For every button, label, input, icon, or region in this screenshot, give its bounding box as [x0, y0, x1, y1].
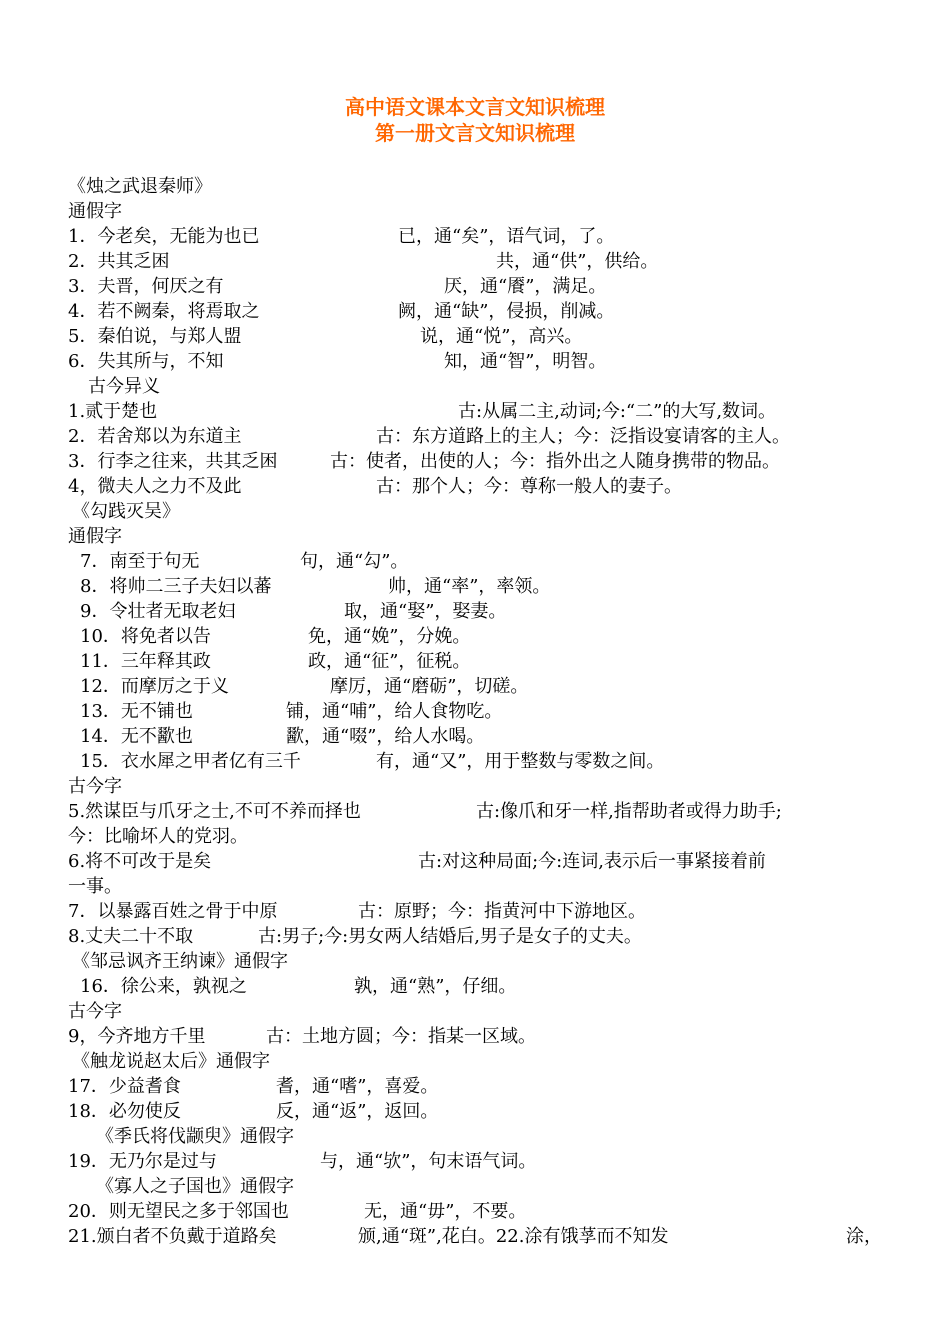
line-text: 6．失其所与，不知	[68, 351, 224, 372]
line-explanation: 古：使者，出使的人；今：指外出之人随身携带的物品。	[330, 451, 780, 472]
line-explanation: 古：原野；今：指黄河中下游地区。	[358, 901, 646, 922]
line-explanation: 颁,通“斑”,花白。22.涂有饿莩而不知发	[358, 1226, 669, 1247]
text-line	[0, 824, 950, 849]
line-text: 1．今老矣，无能为也已	[68, 226, 260, 247]
text-line	[0, 1224, 950, 1249]
line-explanation: 古：土地方圆；今：指某一区域。	[266, 1026, 536, 1047]
text-line	[0, 574, 950, 599]
text-line	[0, 549, 950, 574]
line-text: 15．衣水犀之甲者亿有三千	[80, 751, 301, 772]
text-line	[0, 749, 950, 774]
text-line	[0, 974, 950, 999]
text-line	[0, 499, 950, 524]
text-line	[0, 424, 950, 449]
line-explanation: 免，通“娩”，分娩。	[308, 626, 471, 647]
line-text: 13．无不铺也	[80, 701, 193, 722]
line-text: 6.将不可改于是矣	[68, 851, 212, 872]
line-explanation: 说，通“悦”，高兴。	[420, 326, 583, 347]
line-explanation: 反，通“返”，返回。	[276, 1101, 439, 1122]
line-text: 通假字	[68, 201, 122, 222]
line-explanation: 古:对这种局面;今:连词,表示后一事紧接着前	[418, 851, 766, 872]
text-line	[0, 949, 950, 974]
text-line	[0, 649, 950, 674]
text-line	[0, 449, 950, 474]
text-line	[0, 624, 950, 649]
text-line	[0, 699, 950, 724]
line-text: 《触龙说赵太后》通假字	[72, 1051, 270, 1072]
text-line	[0, 324, 950, 349]
line-text: 14．无不歠也	[80, 726, 193, 747]
line-continuation: 涂，	[846, 1226, 882, 1247]
document-title: 高中语文课本文言文知识梳理	[345, 95, 605, 119]
line-text: 12．而摩厉之于义	[80, 676, 229, 697]
line-text: 11．三年释其政	[80, 651, 211, 672]
line-text: 《季氏将伐颛臾》通假字	[96, 1126, 294, 1147]
text-line	[0, 849, 950, 874]
line-text: 5.然谋臣与爪牙之士,不可不养而择也	[68, 801, 361, 822]
line-explanation: 孰，通“熟”，仔细。	[354, 976, 517, 997]
line-text: 《邹忌讽齐王纳谏》通假字	[72, 951, 288, 972]
text-line	[0, 899, 950, 924]
text-line	[0, 1074, 950, 1099]
line-text: 《寡人之子国也》通假字	[96, 1176, 294, 1197]
line-text: 古今字	[68, 776, 122, 797]
line-text: 一事。	[68, 876, 122, 897]
line-text: 9，今齐地方千里	[68, 1026, 206, 1047]
line-text: 9．令壮者无取老妇	[80, 601, 236, 622]
text-line	[0, 274, 950, 299]
line-explanation: 阙，通“缺”，侵损，削减。	[398, 301, 615, 322]
line-text: 通假字	[68, 526, 122, 547]
line-text: 10．将免者以告	[80, 626, 211, 647]
line-explanation: 无，通“毋”，不要。	[364, 1201, 527, 1222]
line-text: 8.丈夫二十不取	[68, 926, 194, 947]
text-line	[0, 474, 950, 499]
line-text: 17．少益耆食	[68, 1076, 181, 1097]
line-text: 20．则无望民之多于邻国也	[68, 1201, 289, 1222]
line-explanation: 取，通“娶”，娶妻。	[344, 601, 507, 622]
line-explanation: 铺，通“哺”，给人食物吃。	[286, 701, 503, 722]
text-line	[0, 999, 950, 1024]
line-explanation: 古:从属二主,动词;今:“二”的大写,数词。	[458, 401, 777, 422]
text-line	[0, 349, 950, 374]
line-text: 21.颁白者不负戴于道路矣	[68, 1226, 277, 1247]
line-text: 18．必勿使反	[68, 1101, 181, 1122]
text-line	[0, 174, 950, 199]
text-line	[0, 674, 950, 699]
text-line	[0, 774, 950, 799]
line-explanation: 句，通“勾”。	[300, 551, 409, 572]
line-text: 《勾践灭吴》	[72, 501, 180, 522]
line-explanation: 摩厉，通“磨砺”，切磋。	[330, 676, 529, 697]
text-line	[0, 874, 950, 899]
text-line	[0, 224, 950, 249]
text-line	[0, 249, 950, 274]
text-line	[0, 299, 950, 324]
text-line	[0, 799, 950, 824]
text-line	[0, 724, 950, 749]
text-line	[0, 924, 950, 949]
line-explanation: 古：东方道路上的主人；今：泛指设宴请客的主人。	[376, 426, 790, 447]
line-explanation: 古:像爪和牙一样,指帮助者或得力助手;	[476, 801, 782, 822]
line-explanation: 知，通“智”，明智。	[444, 351, 607, 372]
line-text: 3．夫晋，何厌之有	[68, 276, 224, 297]
text-line	[0, 1199, 950, 1224]
line-explanation: 厌，通“餍”，满足。	[444, 276, 607, 297]
line-text: 3．行李之往来，共其乏困	[68, 451, 278, 472]
line-text: 2．若舍郑以为东道主	[68, 426, 242, 447]
line-explanation: 与，通“欤”，句末语气词。	[320, 1151, 537, 1172]
text-line	[0, 599, 950, 624]
line-text: 4，微夫人之力不及此	[68, 476, 242, 497]
line-explanation: 帅，通“率”，率领。	[388, 576, 551, 597]
line-text: 《烛之武退秦师》	[68, 176, 212, 197]
document-subtitle: 第一册文言文知识梳理	[375, 121, 575, 145]
text-line	[0, 399, 950, 424]
text-line	[0, 374, 950, 399]
line-explanation: 政，通“征”，征税。	[308, 651, 471, 672]
line-text: 古今异义	[88, 376, 160, 397]
line-text: 古今字	[68, 1001, 122, 1022]
line-explanation: 古：那个人；今：尊称一般人的妻子。	[376, 476, 682, 497]
text-line	[0, 1174, 950, 1199]
line-text: 5．秦伯说，与郑人盟	[68, 326, 242, 347]
text-line	[0, 1024, 950, 1049]
line-text: 1.贰于楚也	[68, 401, 158, 422]
line-text: 今：比喻坏人的党羽。	[68, 826, 248, 847]
line-explanation: 耆，通“嗜”，喜爱。	[276, 1076, 439, 1097]
text-line	[0, 1149, 950, 1174]
text-line	[0, 1099, 950, 1124]
text-line	[0, 199, 950, 224]
line-explanation: 歠，通“啜”，给人水喝。	[286, 726, 485, 747]
line-text: 2．共其乏困	[68, 251, 170, 272]
line-text: 16．徐公来，孰视之	[80, 976, 247, 997]
line-text: 4．若不阙秦，将焉取之	[68, 301, 260, 322]
text-line	[0, 524, 950, 549]
line-text: 19．无乃尔是过与	[68, 1151, 217, 1172]
line-text: 7．以暴露百姓之骨于中原	[68, 901, 278, 922]
line-text: 8．将帅二三子夫妇以蕃	[80, 576, 272, 597]
line-explanation: 共，通“供”，供给。	[496, 251, 659, 272]
line-explanation: 古:男子;今:男女两人结婚后,男子是女子的丈夫。	[258, 926, 642, 947]
line-explanation: 已，通“矣”，语气词，了。	[398, 226, 615, 247]
text-line	[0, 1049, 950, 1074]
line-text: 7．南至于句无	[80, 551, 200, 572]
text-line	[0, 1124, 950, 1149]
line-explanation: 有，通“又”，用于整数与零数之间。	[376, 751, 665, 772]
